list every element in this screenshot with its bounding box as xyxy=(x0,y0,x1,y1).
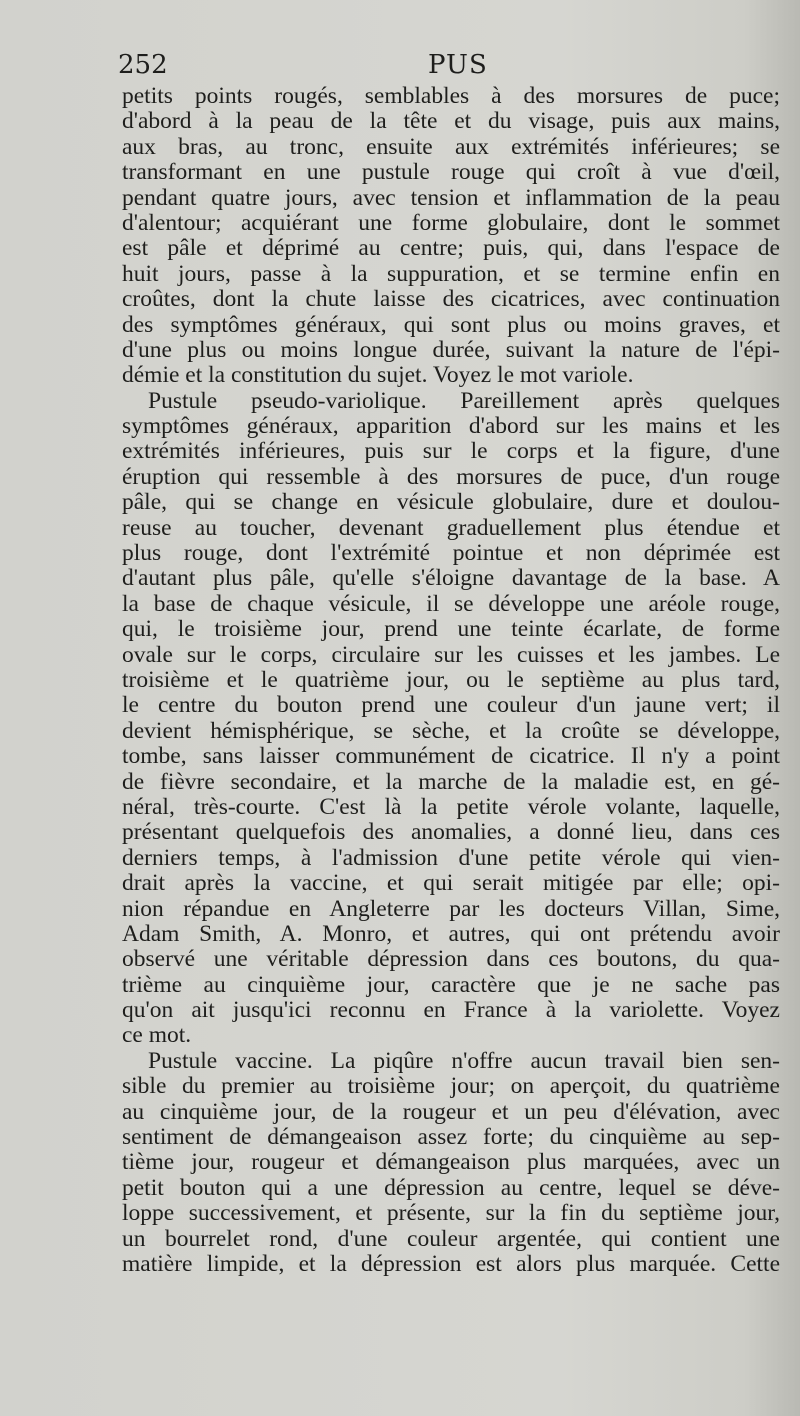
text-line: loppe successivement, et présente, sur la fin du septième jour, xyxy=(122,1201,780,1227)
text-line: pendant quatre jours, avec tension et inflammation de la peau xyxy=(122,185,780,211)
text-line: qui, le troisième jour, prend une teinte écarlate, de forme xyxy=(122,617,780,643)
text-line: ce mot. xyxy=(122,1023,192,1049)
text-line: trième au cinquième jour, caractère que je ne sache pas xyxy=(122,972,780,998)
text-line: nion répandue en Angleterre par les docteurs Villan, Sime, xyxy=(122,896,780,922)
text-line: des symptômes généraux, qui sont plus ou moins graves, et xyxy=(122,312,780,338)
text-line: la base de chaque vésicule, il se développe une aréole rouge, xyxy=(122,591,780,617)
running-title: PUS xyxy=(428,50,488,80)
text-line: le centre du bouton prend une couleur d'un jaune vert; il xyxy=(122,693,780,719)
text-line: de fièvre secondaire, et la marche de la maladie est, en gé- xyxy=(122,769,780,795)
text-line: ovale sur le corps, circulaire sur les cuisses et les jambes. Le xyxy=(122,642,780,668)
text-line: néral, très-courte. C'est là la petite vérole volante, laquelle, xyxy=(122,794,780,820)
text-line: un bourrelet rond, d'une couleur argentée, qui contient une xyxy=(122,1226,780,1252)
paragraph-start-line: Pustule vaccine. La piqûre n'offre aucun travail bien sen- xyxy=(148,1048,780,1074)
page-number: 252 xyxy=(118,50,168,80)
text-line: devient hémisphérique, se sèche, et la croûte se développe, xyxy=(122,718,780,744)
text-line: petit bouton qui a une dépression au centre, lequel se déve- xyxy=(122,1175,780,1201)
text-line: reuse au toucher, devenant graduellement plus étendue et xyxy=(122,515,780,541)
text-line: aux bras, au tronc, ensuite aux extrémités inférieures; se xyxy=(122,134,780,160)
text-line: petits points rougés, semblables à des morsures de puce; xyxy=(122,84,780,109)
text-line: sentiment de démangeaison assez forte; du cinquième au sep- xyxy=(122,1125,780,1151)
text-line: observé une véritable dépression dans ces boutons, du qua- xyxy=(122,947,780,973)
text-line: pâle, qui se change en vésicule globulaire, dure et doulou- xyxy=(122,490,780,516)
text-line: extrémités inférieures, puis sur le corps et la figure, d'une xyxy=(122,439,780,465)
text-line: qu'on ait jusqu'ici reconnu en France à la variolette. Voyez xyxy=(122,998,780,1024)
text-line: présentant quelquefois des anomalies, a donné lieu, dans ces xyxy=(122,820,780,846)
text-line: tième jour, rougeur et démangeaison plus marquées, avec un xyxy=(122,1150,780,1176)
text-line: au cinquième jour, de la rougeur et un peu d'élévation, avec xyxy=(122,1099,780,1125)
text-line: d'autant plus pâle, qu'elle s'éloigne davantage de la base. A xyxy=(122,566,780,592)
body-text xyxy=(122,84,780,1277)
text-line: d'alentour; acquiérant une forme globulaire, dont le sommet xyxy=(122,210,780,236)
page-header xyxy=(118,50,768,82)
text-line: sible du premier au troisième jour; on aperçoit, du quatrième xyxy=(122,1074,780,1100)
text-line: d'une plus ou moins longue durée, suivant la nature de l'épi- xyxy=(122,337,780,363)
text-line: plus rouge, dont l'extrémité pointue et non déprimée est xyxy=(122,541,780,567)
paragraph-start-line: Pustule pseudo-variolique. Pareillement après quelques xyxy=(148,388,780,414)
text-line: Adam Smith, A. Monro, et autres, qui ont prétendu avoir xyxy=(122,921,780,947)
text-line: est pâle et déprimé au centre; puis, qui, dans l'espace de xyxy=(122,236,780,262)
text-line: symptômes généraux, apparition d'abord sur les mains et les xyxy=(122,414,780,440)
text-line: d'abord à la peau de la tête et du visage, puis aux mains, xyxy=(122,109,780,135)
text-line: troisième et le quatrième jour, ou le septième au plus tard, xyxy=(122,667,780,693)
text-line: huit jours, passe à la suppuration, et se termine enfin en xyxy=(122,261,780,287)
text-line: démie et la constitution du sujet. Voyez le mot variole. xyxy=(122,363,634,389)
text-line: éruption qui ressemble à des morsures de puce, d'un rouge xyxy=(122,464,780,490)
text-line: matière limpide, et la dépression est alors plus marquée. Cette xyxy=(122,1251,780,1277)
text-line: drait après la vaccine, et qui serait mitigée par elle; opi- xyxy=(122,871,780,897)
text-line: tombe, sans laisser communément de cicatrice. Il n'y a point xyxy=(122,744,780,770)
text-line: transformant en une pustule rouge qui croît à vue d'œil, xyxy=(122,160,780,186)
text-line: croûtes, dont la chute laisse des cicatrices, avec continuation xyxy=(122,287,780,313)
text-line: derniers temps, à l'admission d'une petite vérole qui vien- xyxy=(122,845,780,871)
